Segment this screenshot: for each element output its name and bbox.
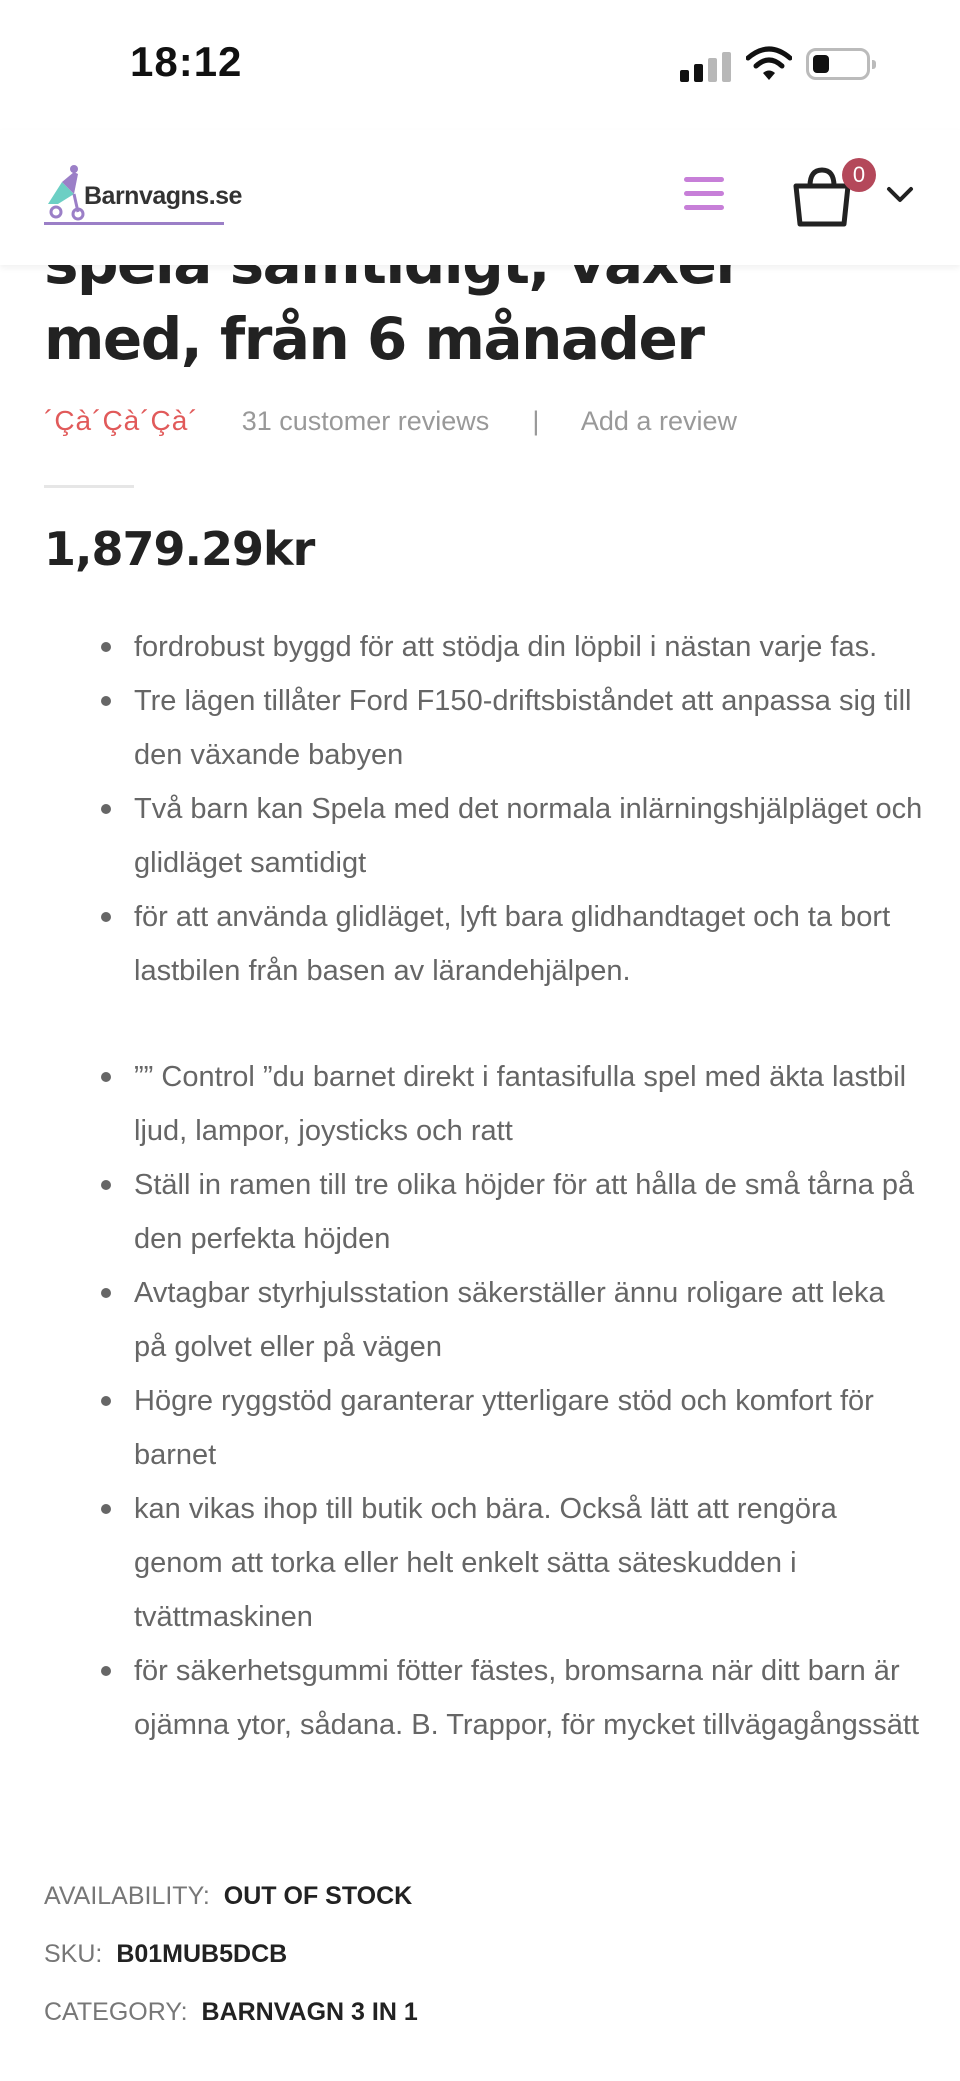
- feature-item: Två barn kan Spela med det normala inlärningshjälpläget och glidläget samtidigt: [44, 782, 924, 890]
- category-row: [44, 1998, 418, 2027]
- rating-separator: |: [532, 406, 540, 436]
- availability-label: AVAILABILITY:: [44, 1882, 210, 1910]
- site-header: [0, 130, 960, 265]
- status-bar: [0, 0, 960, 130]
- feature-item: Ställ in ramen till tre olika höjder för att hålla de små tårna på den perfekta höjden: [44, 1158, 924, 1266]
- availability-row: [44, 1882, 412, 1911]
- rating-row: [44, 405, 737, 445]
- chevron-down-icon[interactable]: [886, 185, 914, 205]
- category-label: CATEGORY:: [44, 1998, 188, 2026]
- battery-icon: [806, 48, 870, 80]
- reviews-link[interactable]: 31 customer reviews: [241, 406, 490, 436]
- feature-item: Högre ryggstöd garanterar ytterligare stöd och komfort för barnet: [44, 1374, 924, 1482]
- logo-text: Barnvagns.se: [84, 182, 242, 210]
- category-link[interactable]: BARNVAGN 3 IN 1: [201, 1998, 418, 2026]
- feature-item: ”” Control ”du barnet direkt i fantasifulla spel med äkta lastbil ljud, lampor, joysticks och ratt: [44, 1050, 924, 1158]
- sku-row: [44, 1940, 287, 1969]
- cart-count-badge: 0: [842, 158, 876, 192]
- product-title-line: med, från 6 månader: [44, 305, 704, 373]
- feature-item: för att använda glidläget, lyft bara glidhandtaget och ta bort lastbilen från basen av lärandehjälpen.: [44, 890, 924, 998]
- feature-list: [44, 620, 924, 1752]
- feature-item: Avtagbar styrhjulsstation säkerställer ännu roligare att leka på golvet eller på vägen: [44, 1266, 924, 1374]
- sku-value: B01MUB5DCB: [116, 1940, 288, 1968]
- status-time: 18:12: [130, 38, 243, 85]
- product-price: 1,879.29kr: [44, 522, 315, 576]
- menu-icon[interactable]: [684, 177, 724, 211]
- site-logo[interactable]: [44, 164, 242, 230]
- feature-item: fordrobust byggd för att stödja din löpbil i nästan varje fas.: [44, 620, 924, 674]
- availability-value: OUT OF STOCK: [223, 1882, 413, 1910]
- feature-item: Tre lägen tillåter Ford F150-driftsbiståndet att anpassa sig till den växande babyen: [44, 674, 924, 782]
- wifi-icon: [746, 46, 792, 82]
- rating-stars: ´Çà´Çà´Çà´: [44, 405, 199, 436]
- sku-label: SKU:: [44, 1940, 103, 1968]
- logo-underline: [44, 222, 224, 225]
- feature-item: kan vikas ihop till butik och bära. Också lätt att rengöra genom att torka eller helt enkelt sätta säteskudden i tvättmaskinen: [44, 1482, 924, 1644]
- divider: [44, 485, 134, 488]
- signal-icon: [680, 50, 732, 82]
- add-review-link[interactable]: Add a review: [580, 406, 737, 436]
- stroller-logo-icon: [44, 164, 88, 222]
- feature-item: för säkerhetsgummi fötter fästes, bromsarna när ditt barn är ojämna ytor, sådana. B. Trappor, för mycket tillvägagångssätt: [44, 1644, 924, 1752]
